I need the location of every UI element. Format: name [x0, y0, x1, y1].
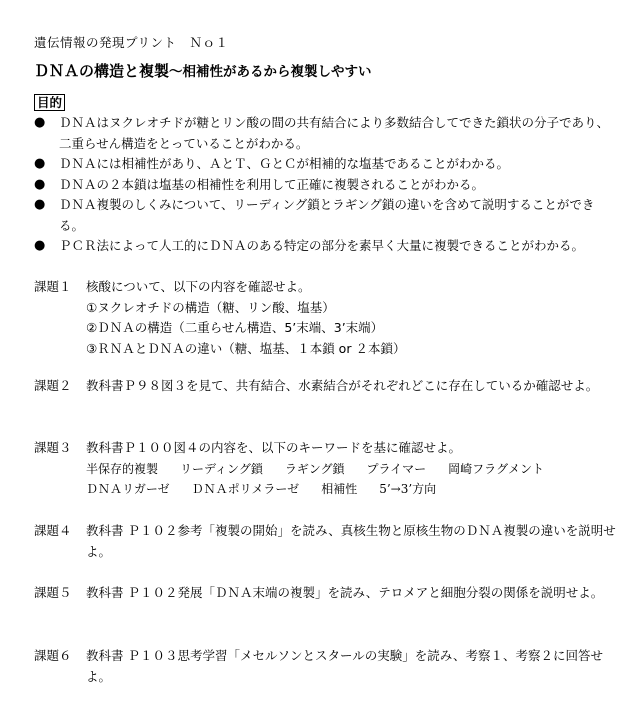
keyword: ラギング鎖 — [284, 461, 345, 476]
task-4 — [34, 521, 614, 562]
task-label: 課題１ — [34, 279, 72, 294]
goal-label: 目的 — [34, 94, 65, 111]
goal-text: ＤＮＡはヌクレオチドが糖とリン酸の間の共有結合により多数結合してできた鎖状の分子であり、二重らせん構造をとっていることがわかる。 — [59, 115, 610, 151]
bullet-icon: ● — [34, 238, 46, 253]
page-title — [34, 60, 372, 81]
keyword: 半保存的複製 — [86, 461, 159, 476]
goal-text: ＰＣＲ法によって人工的にＤＮＡのある特定の部分を素早く大量に複製できることがわかる。 — [59, 238, 585, 253]
task-label: 課題２ — [34, 378, 72, 393]
title-main: ＤＮＡの構造と複製 — [34, 62, 170, 80]
goal-item — [34, 154, 614, 175]
goal-text: ＤＮＡの２本鎖は塩基の相補性を利用して正確に複製されることがわかる。 — [59, 176, 485, 192]
keyword: リーディング鎖 — [180, 461, 263, 476]
task-6 — [34, 646, 614, 687]
keyword: ＤＮＡポリメラーゼ — [191, 482, 300, 496]
keyword: 岡崎フラグメント — [448, 461, 544, 476]
task-label: 課題３ — [34, 440, 72, 455]
title-subtitle: ～相補性があるから複製しやすい — [169, 64, 372, 80]
task-subitem: ①ヌクレオチドの構造（糖、リン酸、塩基） — [86, 299, 335, 315]
goal-item — [34, 236, 614, 257]
keyword: 5’→3’方向 — [379, 482, 437, 496]
task-3 — [34, 438, 614, 500]
keyword: プライマー — [366, 461, 427, 476]
bullet-icon: ● — [34, 156, 46, 171]
keyword-row — [86, 479, 616, 500]
goal-item — [34, 195, 614, 236]
task-5 — [34, 583, 614, 604]
task-subitem: ③ＲＮＡとＤＮＡの違い（糖、塩基、１本鎖 or ２本鎖） — [86, 340, 406, 356]
task-text: 教科書Ｐ１００図４の内容を、以下のキーワードを基に確認せよ。 — [86, 440, 462, 455]
goal-item — [34, 175, 614, 196]
keyword-row — [86, 459, 616, 480]
keyword: 相補性 — [321, 482, 358, 496]
task-label: 課題６ — [34, 648, 72, 663]
task-text: 核酸について、以下の内容を確認せよ。 — [86, 279, 311, 294]
goal-text: ＤＮＡ複製のしくみについて、リーディング鎖とラギング鎖の違いを含めて説明することができる。 — [59, 197, 595, 233]
goal-text: ＤＮＡには相補性があり、ＡとＴ、ＧとＣが相補的な塩基であることがわかる。 — [59, 156, 510, 171]
task-label: 課題４ — [34, 523, 72, 538]
task-label: 課題５ — [34, 585, 72, 600]
keyword: ＤＮＡリガーゼ — [86, 482, 170, 496]
task-text: 教科書 Ｐ１０３思考学習「メセルソンとスタールの実験」を読み、考察１、考察２に回答せよ。 — [86, 648, 603, 684]
worksheet-header: 遺伝情報の発現プリント Ｎｏ１ — [34, 35, 229, 50]
bullet-icon: ● — [34, 197, 46, 212]
goal-list — [34, 113, 614, 257]
task-text: 教科書Ｐ９８図３を見て、共有結合、水素結合がそれぞれどこに存在しているか確認せよ。 — [86, 378, 599, 393]
goal-item — [34, 113, 614, 154]
bullet-icon: ● — [34, 115, 46, 130]
task-subitem: ②ＤＮＡの構造（二重らせん構造、5’末端、3’末端） — [86, 320, 384, 335]
bullet-icon: ● — [34, 176, 46, 192]
task-text: 教科書 Ｐ１０２発展「ＤＮＡ末端の複製」を読み、テロメアと細胞分裂の関係を説明せよ。 — [86, 585, 604, 600]
task-1 — [34, 277, 614, 359]
task-2 — [34, 376, 614, 397]
task-text: 教科書 Ｐ１０２参考「複製の開始」を読み、真核生物と原核生物のＤＮＡ複製の違いを説明せよ。 — [86, 523, 616, 559]
